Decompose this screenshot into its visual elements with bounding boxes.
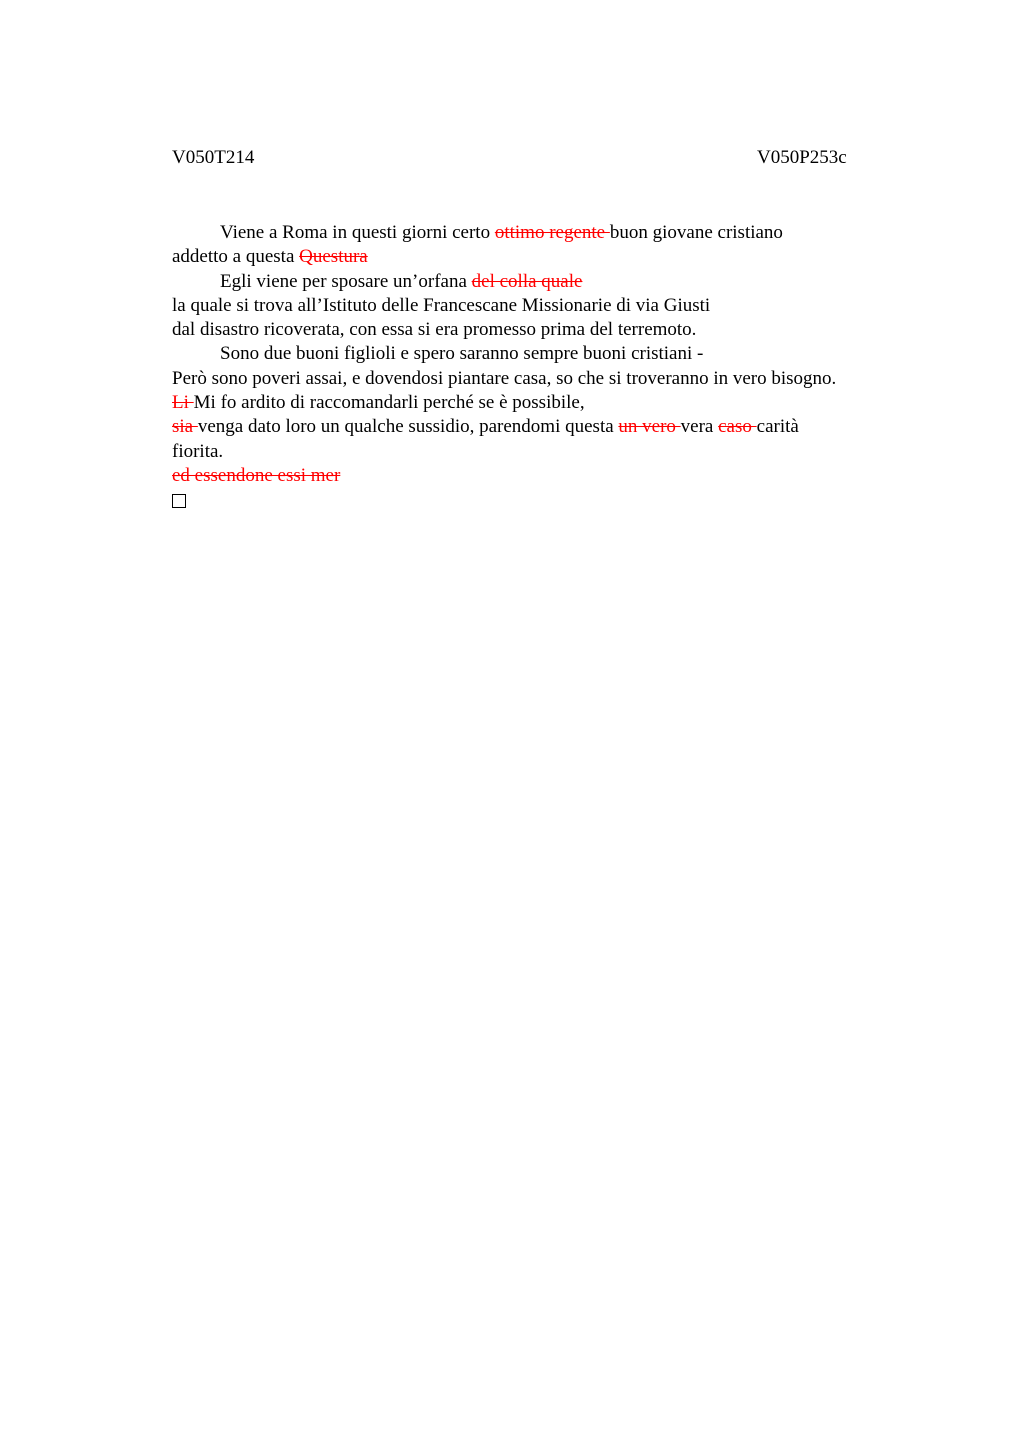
text-segment: addetto a questa: [172, 246, 300, 268]
text-segment: la quale si trova all’Istituto delle Francescane Missionarie di via Giusti: [172, 294, 711, 316]
text-line: [172, 294, 912, 318]
deleted-text: caso: [718, 416, 757, 438]
document-code-right: V050P253c: [757, 147, 847, 168]
text-segment: Viene a Roma in questi giorni certo: [220, 222, 495, 243]
text-segment: buon giovane cristiano: [609, 222, 783, 243]
text-line: [172, 440, 912, 464]
text-line: [172, 367, 912, 391]
text-segment: dal disastro ricoverata, con essa si era promesso prima del terremoto.: [172, 319, 697, 341]
document-code-left: V050T214: [172, 147, 255, 168]
deleted-text: ed essendone essi mer: [172, 464, 341, 486]
checkbox-icon: [172, 494, 186, 508]
deleted-text: sia: [172, 416, 198, 438]
text-segment: Mi fo ardito di raccomandarli perché se è possibile,: [193, 392, 585, 414]
text-segment: Sono due buoni figlioli e spero saranno sempre buoni cristiani -: [220, 343, 704, 365]
text-line: [172, 464, 912, 488]
text-segment: fiorita.: [172, 440, 224, 462]
text-line: [172, 245, 912, 269]
text-segment: Egli viene per sposare un’orfana: [220, 270, 472, 292]
text-line: [172, 318, 912, 342]
text-segment: venga dato loro un qualche sussidio, parendomi questa: [197, 416, 619, 438]
deleted-text: ottimo regente: [494, 222, 610, 243]
text-line: [172, 488, 912, 512]
letter-body: [172, 221, 912, 513]
deleted-text: Li: [172, 392, 194, 414]
deleted-text: Questura: [299, 246, 368, 268]
text-line: [172, 270, 912, 294]
text-segment: vera: [680, 416, 719, 438]
text-line: [172, 415, 912, 439]
text-line: [172, 221, 912, 245]
text-segment: carità: [756, 416, 799, 438]
text-line: [172, 391, 912, 415]
text-line: [172, 342, 912, 366]
text-segment: Però sono poveri assai, e dovendosi piantare casa, so che si troveranno in vero bisogno.: [172, 367, 837, 389]
deleted-text: un vero: [618, 416, 681, 438]
deleted-text: del colla quale: [471, 270, 583, 292]
